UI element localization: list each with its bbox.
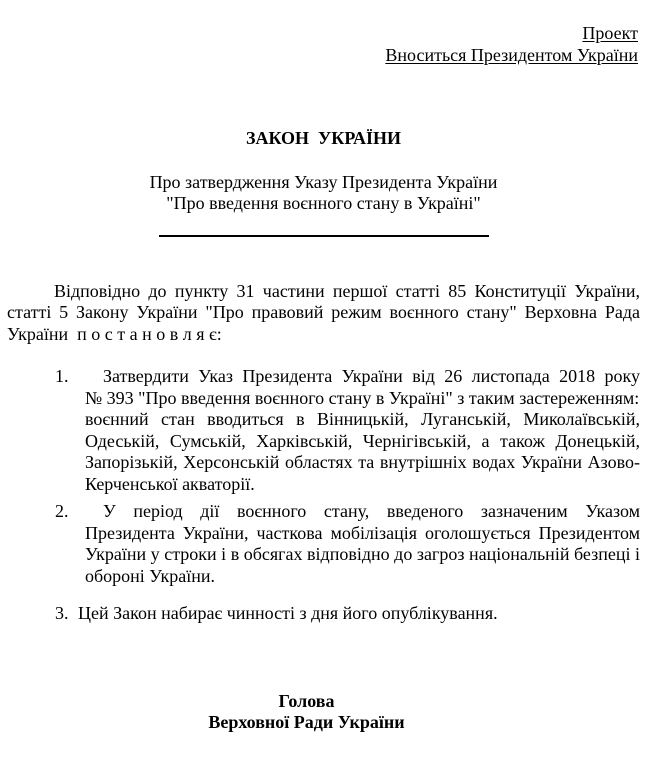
- article-item-2: [55, 501, 640, 587]
- article-body: [78, 603, 640, 625]
- law-title: ЗАКОН УКРАЇНИ: [245, 128, 402, 148]
- article-item-1: [55, 366, 640, 495]
- article-number: 2.: [55, 501, 69, 521]
- signature-block: [0, 691, 647, 734]
- article-paragraph: воєнний стан вводиться в Вінницькій, Луганській, Миколаївській, Одеській, Сумській, Харківській, Чернігівській, а також Донецькій, Запорізькій, Херсонській областях та внутрішніх водах України Азово-Керченської акваторії.: [85, 409, 640, 494]
- article-body: [85, 501, 640, 587]
- title-divider-line: [159, 235, 489, 237]
- signature-title-line1: Голова: [278, 690, 335, 711]
- signature-title-line2: Верховної Ради України: [208, 712, 405, 732]
- article-paragraph: У період дії воєнного стану, введеного зазначеним Указом Президента України, часткова мобілізація оголошується Президентом України у строки і в обсягах відповідно до загроз національній безпеці і обороні України.: [85, 501, 640, 586]
- article-body: [85, 366, 640, 495]
- article-item-3: [55, 603, 640, 625]
- article-number: 1.: [55, 366, 69, 386]
- preamble-paragraph: Відповідно до пункту 31 частини першої статті 85 Конституції України, статті 5 Закону України "Про правовий режим воєнного стану" Верховна Рада України п о с т а н о в л я є:: [7, 280, 640, 344]
- header-draft-label: Проект: [582, 23, 638, 43]
- document-header: [0, 0, 647, 66]
- law-subtitle-line2: "Про введення воєнного стану в Україні": [166, 193, 481, 213]
- article-paragraph: Затвердити Указ Президента України від 26 листопада 2018 року № 393 "Про введення воєнного стану в Україні" з таким застереженням:: [85, 366, 640, 408]
- article-paragraph: Цей Закон набирає чинності з дня його опублікування.: [78, 603, 498, 623]
- article-number: 3.: [55, 603, 69, 623]
- law-subtitle: [0, 172, 647, 215]
- law-subtitle-line1: Про затвердження Указу Президента України: [149, 171, 498, 192]
- header-submitted-by-label: Вноситься Президентом України: [385, 44, 638, 65]
